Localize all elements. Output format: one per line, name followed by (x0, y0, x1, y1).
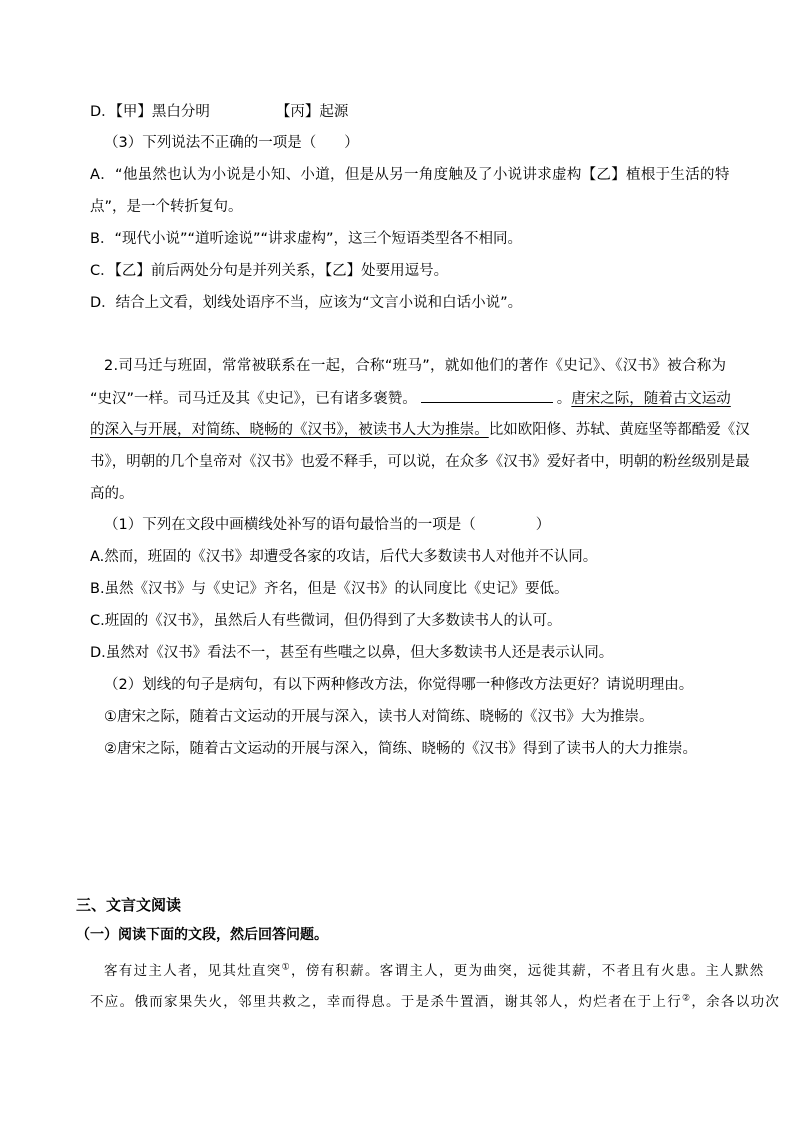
section-3-subtitle: （一）阅读下面的文段，然后回答问题。 (76, 927, 328, 943)
passage2-question-1-paren-close: ） (535, 517, 551, 533)
p2-option-b: B.虽然《汉书》与《史记》齐名，但是《汉书》的认同度比《史记》要低。 (90, 581, 569, 597)
passage2-line1: 2.司马迁与班固，常常被联系在一起，合称“班马”，就如他们的著作《史记》、《汉书》被合称为 (104, 358, 727, 374)
passage2-line3 (90, 420, 750, 440)
question-3-text: （3）下列说法不正确的一项是（ (104, 135, 317, 151)
underlined-sentence-start: 唐宋之际，随着古文运动 (571, 391, 731, 407)
section-3-title: 三、文言文阅读 (76, 896, 182, 914)
classical-text-line2-a: 不应。俄而家果失火，邻里共救之，幸而得息。于是杀牛置酒，谢其邻人，灼烂者在于上行 (90, 994, 682, 1010)
question-3 (104, 133, 359, 153)
passage2-question-1-text: （1）下列在文段中画横线处补写的语句最恰当的一项是（ (104, 517, 476, 533)
question-3-paren-close: ） (344, 135, 359, 151)
passage2-line2-period: 。 (556, 391, 572, 407)
classical-text-line1-b: ，傍有积薪。客谓主人，更为曲突，远徙其薪，不者且有火患。主人默然 (290, 963, 765, 979)
passage2-line2 (90, 388, 731, 409)
q3-option-c: C．【乙】前后两处分句是并列关系，【乙】处要用逗号。 (90, 263, 449, 279)
q3-option-b: B．“现代小说”“道听途说”“讲求虚构”，这三个短语类型各不相同。 (90, 231, 523, 247)
revision-method-1: ①唐宋之际，随着古文运动的开展与深入，读书人对简练、晓畅的《汉书》大为推崇。 (104, 709, 654, 725)
revision-method-2: ②唐宋之际，随着古文运动的开展与深入，简练、晓畅的《汉书》得到了读书人的大力推崇。 (104, 741, 697, 757)
passage2-question-1 (104, 515, 550, 535)
option-d-part-a: D．【甲】黑白分明 (90, 104, 210, 120)
passage2-line4: 书》，明朝的几个皇帝对《汉书》也爱不释手，可以说，在众多《汉书》爱好者中，明朝的粉丝级别是最 (90, 454, 750, 470)
q3-option-a-line2: 点”，是一个转折复句。 (90, 199, 243, 215)
p2-option-c: C.班固的《汉书》，虽然后人有些微词，但仍得到了大多数读书人的认可。 (90, 613, 562, 629)
passage2-line2-text: “史汉”一样。司马迁及其《史记》，已有诸多褒赞。 (90, 391, 417, 407)
option-d-line (90, 102, 348, 122)
footnote-marker-1: ① (281, 962, 291, 973)
option-d-part-b: 【丙】起源 (275, 104, 349, 120)
underlined-sentence-end: 的深入与开展，对简练、晓畅的《汉书》，被读书人大为推崇。 (90, 422, 489, 438)
passage2-line3-rest: 比如欧阳修、苏轼、黄庭坚等都酷爱《汉 (488, 422, 750, 438)
classical-text-line1-a: 客有过主人者，见其灶直突 (104, 963, 282, 979)
classical-text-line1 (104, 961, 765, 981)
classical-text-line2-b: ，余各以功次 (691, 994, 781, 1010)
fill-in-blank[interactable] (421, 388, 553, 403)
passage2-question-2: （2）划线的句子是病句，有以下两种修改方法，你觉得哪一种修改方法更好？请说明理由。 (104, 677, 694, 693)
classical-text-line2 (90, 992, 780, 1012)
p2-option-d: D.虽然对《汉书》看法不一，甚至有些嗤之以鼻，但大多数读书人还是表示认同。 (90, 645, 614, 661)
p2-option-a: A.然而，班固的《汉书》却遭受各家的攻诘，后代大多数读书人对他并不认同。 (90, 549, 598, 565)
q3-option-a-line1: A．“他虽然也认为小说是小知、小道，但是从另一角度触及了小说讲求虚构【乙】植根于生活的特 (90, 167, 730, 183)
q3-option-d: D．结合上文看，划线处语序不当，应该为“文言小说和白话小说”。 (90, 295, 523, 311)
passage2-line5: 高的。 (90, 486, 134, 502)
footnote-marker-2: ② (682, 993, 692, 1004)
